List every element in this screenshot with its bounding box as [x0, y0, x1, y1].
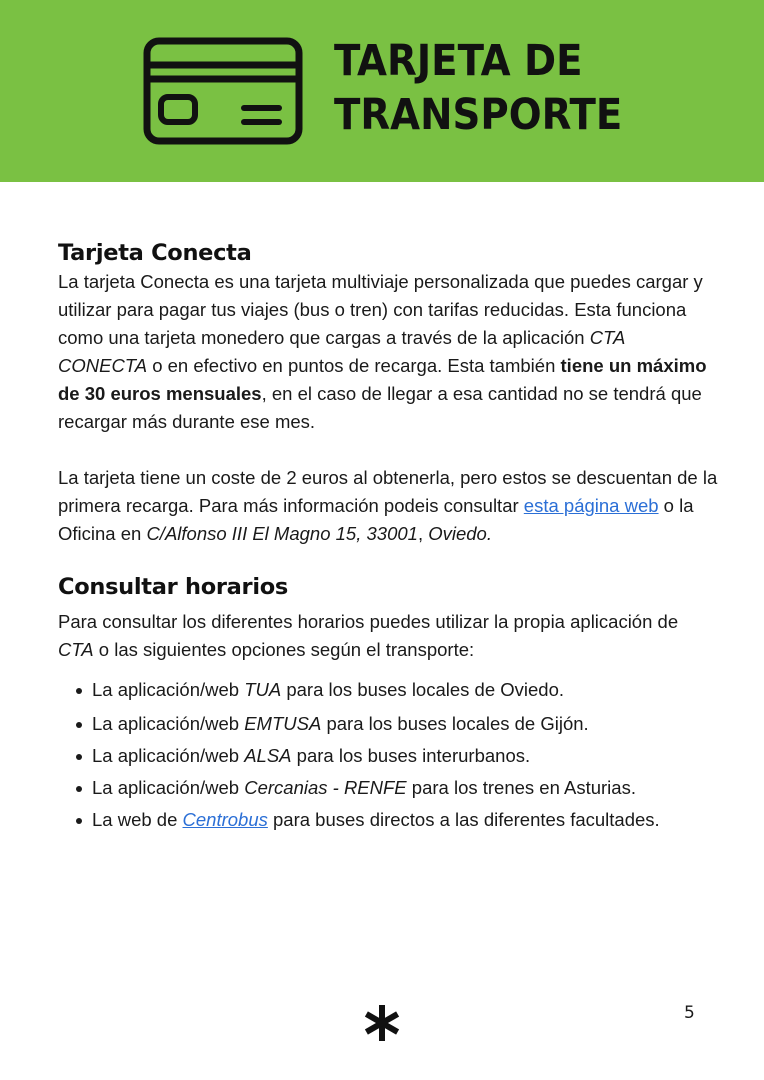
text-segment: Para consultar los diferentes horarios puedes utilizar la propia aplicación de [58, 611, 679, 632]
section-heading-tarjeta-conecta: Tarjeta Conecta [58, 240, 252, 266]
credit-card-icon [143, 37, 303, 145]
text-segment: , [417, 523, 429, 544]
paragraph-tarjeta-conecta [58, 268, 718, 436]
transport-options-list [58, 676, 718, 834]
app-name-tua: TUA [244, 679, 282, 700]
app-name-renfe: Cercanias - RENFE [244, 777, 407, 798]
list-item-tua [58, 676, 718, 704]
text-segment: o las siguientes opciones según el transporte: [93, 639, 475, 660]
office-address: C/Alfonso III El Magno 15, 33001 [146, 523, 418, 544]
list-item-centrobus [58, 806, 718, 834]
main-content [58, 238, 718, 838]
text-segment: La web de [92, 809, 183, 830]
text-segment: para los trenes en Asturias. [406, 777, 636, 798]
text-segment: o en efectivo en puntos de recarga. Esta también [147, 355, 561, 376]
text-segment: o la Oficina en [58, 495, 694, 544]
list-item-renfe [58, 774, 718, 802]
page-title [334, 34, 622, 142]
text-segment: La aplicación/web [92, 679, 245, 700]
text-segment: para buses directos a las diferentes facultades. [267, 809, 660, 830]
page-title-line-2: TRANSPORTE [334, 90, 623, 140]
text-segment: La aplicación/web [92, 745, 245, 766]
paragraph-horarios-intro [58, 608, 718, 664]
text-segment: La aplicación/web [92, 777, 245, 798]
header-banner [0, 0, 764, 182]
link-esta-pagina-web[interactable]: esta página web [523, 495, 659, 516]
text-segment: La aplicación/web [92, 713, 245, 734]
text-segment: para los buses interurbanos. [291, 745, 531, 766]
paragraph-spacer [58, 436, 718, 464]
list-item-alsa [58, 742, 718, 770]
text-segment: , en el caso de llegar a esa cantidad no se tendrá que recargar más durante ese mes. [58, 383, 702, 432]
text-segment: para los buses locales de Oviedo. [281, 679, 565, 700]
app-name-cta-conecta: CTA CONECTA [58, 327, 625, 376]
app-name-emtusa: EMTUSA [244, 713, 322, 734]
asterisk-logo-icon [362, 1003, 402, 1043]
list-item-emtusa [58, 710, 718, 738]
link-centrobus[interactable] [183, 809, 268, 830]
paragraph-coste [58, 464, 718, 548]
office-city: Oviedo. [428, 523, 492, 544]
text-segment: La tarjeta tiene un coste de 2 euros al obtenerla, pero estos se descuentan de la primera recarga. Para más información podeis consultar [58, 467, 718, 516]
text-segment: La tarjeta Conecta es una tarjeta multiviaje personalizada que puedes cargar y utilizar para pagar tus viajes (bus o tren) con tarifas reducidas. Esta funciona como una tarjeta monedero que cargas a través de la aplicación [58, 271, 703, 348]
highlight-maximum: tiene un máximo de 30 euros mensuales [58, 355, 707, 404]
page-title-line-1: TARJETA DE [334, 36, 583, 86]
app-name-alsa: ALSA [244, 745, 292, 766]
app-name-cta: CTA [58, 639, 94, 660]
app-name-centrobus[interactable]: Centrobus [182, 809, 268, 830]
section-consultar-horarios [58, 572, 718, 834]
text-segment: para los buses locales de Gijón. [321, 713, 589, 734]
page-number: 5 [684, 1003, 695, 1023]
section-heading-consultar-horarios: Consultar horarios [58, 574, 288, 600]
